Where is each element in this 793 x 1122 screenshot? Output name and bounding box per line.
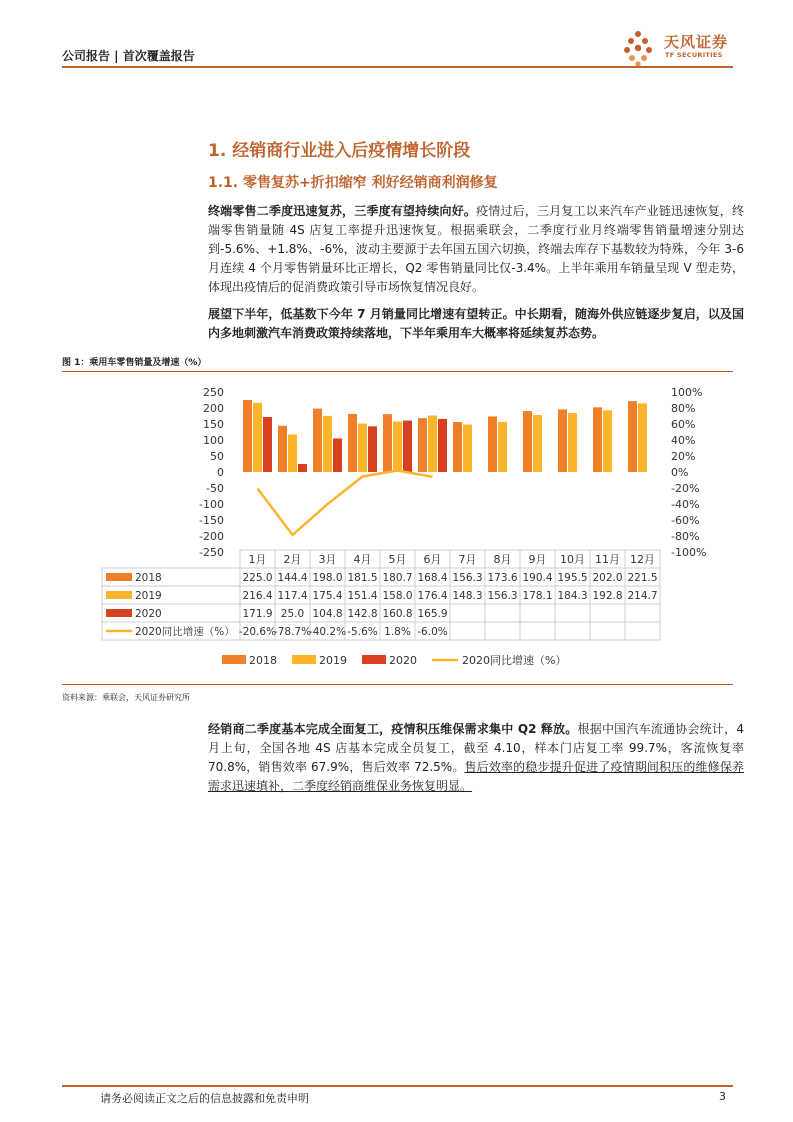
- bar-2019-10月: [568, 413, 577, 472]
- subsection-heading: 1.1. 零售复苏+折扣缩窄 利好经销商利润修复: [208, 175, 498, 191]
- x-category-label: 2月: [283, 553, 302, 566]
- y-tick-label: -250: [199, 546, 224, 559]
- y-tick-label: -100: [199, 498, 224, 511]
- y2-tick-label: 80%: [671, 402, 696, 415]
- x-category-label: 10月: [560, 553, 585, 566]
- x-category-label: 7月: [458, 553, 477, 566]
- y-tick-label: 150: [203, 418, 224, 431]
- table-series-label: 2019: [135, 590, 162, 602]
- table-cell: 214.7: [627, 590, 658, 602]
- table-cell: 148.3: [452, 590, 483, 602]
- bar-2018-4月: [348, 414, 357, 472]
- bar-2019-6月: [428, 416, 437, 472]
- table-series-label: 2020同比增速（%）: [135, 626, 235, 638]
- table-cell: 165.9: [417, 608, 448, 620]
- x-category-label: 9月: [528, 553, 547, 566]
- y-tick-label: -50: [206, 482, 224, 495]
- table-cell: -78.7%: [273, 626, 312, 638]
- footer-divider: [62, 1085, 733, 1087]
- bar-2019-8月: [498, 422, 507, 472]
- y2-tick-label: -60%: [671, 514, 700, 527]
- paragraph-lead: 终端零售二季度迅速复苏，三季度有望持续向好。: [208, 204, 477, 218]
- y2-tick-label: -80%: [671, 530, 700, 543]
- table-cell: 198.0: [312, 572, 343, 584]
- table-legend-key: [106, 609, 132, 617]
- bar-2019-3月: [323, 416, 332, 472]
- y2-tick-label: 40%: [671, 434, 696, 447]
- bar-2019-1月: [253, 403, 262, 472]
- figure-title: 图 1：乘用车零售销量及增速（%）: [62, 358, 207, 368]
- paragraph-body: 根据中国汽车流通协会统计，4 月上旬，全国各地 4S 店基本完成全员复工，截至 4.10，样本门店复工率 99.7%，客流恢复率 70.8%，销售效率 67.9%，售后效率 72.5%。: [208, 722, 744, 774]
- header-divider: [62, 66, 733, 68]
- bar-2018-10月: [558, 409, 567, 472]
- table-cell: 168.4: [417, 572, 448, 584]
- bar-2019-9月: [533, 415, 542, 472]
- table-cell: 175.4: [312, 590, 343, 602]
- bar-2018-11月: [593, 407, 602, 472]
- table-cell: 178.1: [522, 590, 553, 602]
- table-cell: 117.4: [277, 590, 308, 602]
- bar-2019-4月: [358, 424, 367, 472]
- legend-label: 2018: [249, 654, 277, 667]
- legend-label: 2020: [389, 654, 417, 667]
- bar-2020-6月: [438, 419, 447, 472]
- bar-2019-12月: [638, 403, 647, 472]
- table-cell: 156.3: [487, 590, 518, 602]
- x-category-label: 12月: [630, 553, 655, 566]
- y-tick-label: 200: [203, 402, 224, 415]
- table-cell: -40.2%: [308, 626, 347, 638]
- table-cell: 190.4: [522, 572, 553, 584]
- bar-2018-7月: [453, 422, 462, 472]
- bar-2019-2月: [288, 434, 297, 472]
- x-category-label: 8月: [493, 553, 512, 566]
- paragraph-body: 疫情过后，三月复工以来汽车产业链迅速恢复，终端零售销量随 4S 店复工率提升迅速恢复。根据乘联会，二季度行业月终端零售销量增速分别达到-5.6%、+1.8%、-6%，波动主要源于去年国五国六切换，终端去库存下基数较为特殊，今年 3-6 月连续 4 个月零售销量环比正增长，Q2 零售销量同比仅-3.4%。上半年乘用车销量呈现 V 型走势，体现出疫情后的促消费政策引导市场恢复情况良好。: [208, 204, 744, 294]
- bar-2020-5月: [403, 421, 412, 472]
- bar-2020-4月: [368, 426, 377, 472]
- bar-2020-1月: [263, 417, 272, 472]
- table-cell: 142.8: [347, 608, 378, 620]
- y2-tick-label: -20%: [671, 482, 700, 495]
- footer-disclaimer: 请务必阅读正文之后的信息披露和免责申明: [100, 1092, 309, 1105]
- paragraph-outlook: [208, 305, 744, 343]
- retail-sales-chart: [62, 372, 733, 684]
- table-cell: 1.8%: [384, 626, 411, 638]
- table-cell: 173.6: [487, 572, 518, 584]
- x-category-label: 3月: [318, 553, 337, 566]
- figure-source: 资料来源：乘联会，天风证券研究所: [62, 693, 190, 702]
- section-heading: 1. 经销商行业进入后疫情增长阶段: [208, 141, 471, 161]
- table-cell: -5.6%: [347, 626, 378, 638]
- y-tick-label: 250: [203, 386, 224, 399]
- table-cell: 216.4: [242, 590, 273, 602]
- paragraph-retail-recovery: [208, 202, 744, 297]
- table-cell: 151.4: [347, 590, 378, 602]
- figure-bottom-rule: [62, 684, 733, 685]
- y2-tick-label: 20%: [671, 450, 696, 463]
- x-category-label: 1月: [248, 553, 267, 566]
- table-series-label: 2018: [135, 572, 162, 584]
- x-category-label: 6月: [423, 553, 442, 566]
- x-category-label: 5月: [388, 553, 407, 566]
- table-cell: 160.8: [382, 608, 413, 620]
- bar-2018-5月: [383, 414, 392, 472]
- paragraph-underlined: 售后效率的稳步提升促进了疫情期间积压的维修保养需求迅速填补，二季度经销商维保业务恢复明显。: [208, 760, 744, 793]
- report-type-label: 公司报告 | 首次覆盖报告: [62, 49, 195, 63]
- paragraph-lead: 经销商二季度基本完成全面复工，疫情积压维保需求集中 Q2 释放。: [208, 722, 578, 736]
- table-cell: 192.8: [592, 590, 623, 602]
- bar-2019-11月: [603, 410, 612, 472]
- legend-key: [222, 655, 246, 664]
- paragraph-dealer-resumption: [208, 720, 744, 796]
- y2-tick-label: 0%: [671, 466, 689, 479]
- y2-tick-label: -100%: [671, 546, 707, 559]
- table-cell: 225.0: [242, 572, 273, 584]
- legend-label: 2020同比增速（%）: [462, 654, 567, 667]
- table-cell: -6.0%: [417, 626, 448, 638]
- y2-tick-label: -40%: [671, 498, 700, 511]
- table-series-label: 2020: [135, 608, 162, 620]
- table-cell: 180.7: [382, 572, 413, 584]
- logo-text-cn: 天风证券: [664, 33, 729, 51]
- bar-2019-7月: [463, 425, 472, 472]
- y2-tick-label: 100%: [671, 386, 703, 399]
- table-cell: 158.0: [382, 590, 413, 602]
- y-tick-label: -200: [199, 530, 224, 543]
- table-cell: 25.0: [280, 608, 305, 620]
- bar-2018-8月: [488, 416, 497, 472]
- table-cell: 221.5: [627, 572, 658, 584]
- paragraph-lead: 展望下半年，低基数下今年 7 月销量同比增速有望转正。中长期看，随海外供应链逐步复启，以及国内多地刺激汽车消费政策持续落地，下半年乘用车大概率将延续复苏态势。: [208, 307, 744, 340]
- table-cell: -20.6%: [238, 626, 277, 638]
- bar-2018-2月: [278, 426, 287, 472]
- table-cell: 171.9: [242, 608, 273, 620]
- y-tick-label: -150: [199, 514, 224, 527]
- legend-key: [362, 655, 386, 664]
- bar-2019-5月: [393, 421, 402, 472]
- table-legend-key: [106, 573, 132, 581]
- table-legend-key: [106, 591, 132, 599]
- bar-2018-3月: [313, 409, 322, 472]
- legend-key: [292, 655, 316, 664]
- table-cell: 176.4: [417, 590, 448, 602]
- y-tick-label: 0: [217, 466, 224, 479]
- table-cell: 184.3: [557, 590, 588, 602]
- y-tick-label: 50: [210, 450, 224, 463]
- table-cell: 156.3: [452, 572, 483, 584]
- page-number: 3: [719, 1090, 726, 1103]
- line-growth-2020: [258, 471, 433, 535]
- table-cell: 181.5: [347, 572, 378, 584]
- bar-2018-1月: [243, 400, 252, 472]
- table-cell: 195.5: [557, 572, 588, 584]
- bar-2018-6月: [418, 418, 427, 472]
- table-cell: 202.0: [592, 572, 623, 584]
- table-cell: 144.4: [277, 572, 308, 584]
- chart-svg: [62, 372, 733, 684]
- table-cell: 104.8: [312, 608, 343, 620]
- bar-2018-12月: [628, 401, 637, 472]
- y-tick-label: 100: [203, 434, 224, 447]
- bar-2018-9月: [523, 411, 532, 472]
- logo-text-en: TF SECURITIES: [665, 51, 723, 59]
- x-category-label: 11月: [595, 553, 620, 566]
- x-category-label: 4月: [353, 553, 372, 566]
- legend-label: 2019: [319, 654, 347, 667]
- y2-tick-label: 60%: [671, 418, 696, 431]
- bar-2020-2月: [298, 464, 307, 472]
- bar-2020-3月: [333, 438, 342, 472]
